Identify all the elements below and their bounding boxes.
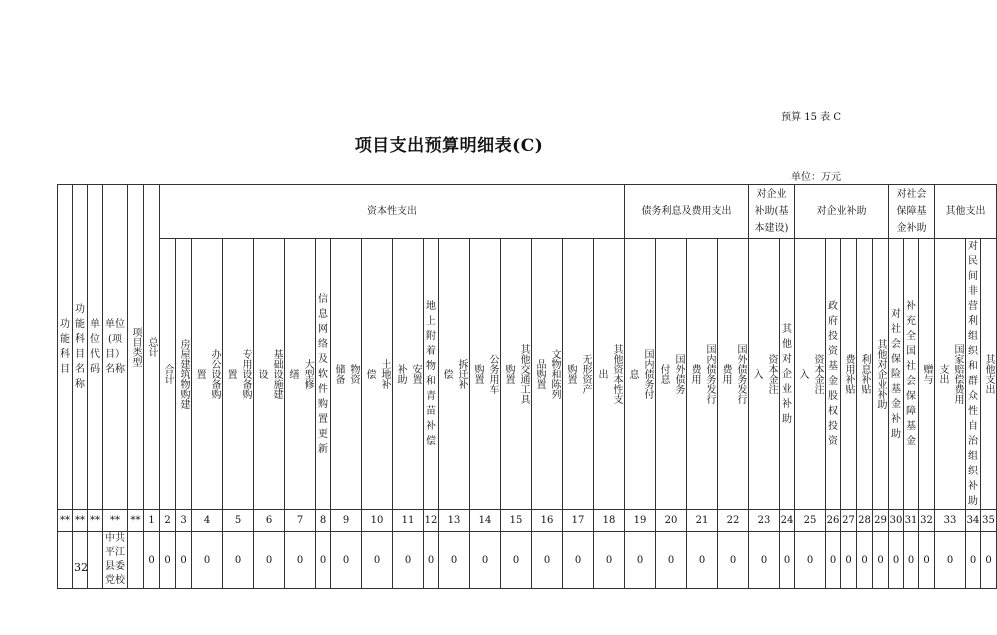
sub-header-15: 文物和陈列 品购置 [532,239,563,510]
sub-header-32: 国家赔偿费用 支出 [935,239,966,510]
sub-header-12: 拆迁补 偿 [439,239,470,510]
column-number: ** [103,510,128,532]
column-number: 2 [160,510,176,532]
column-number: ** [128,510,144,532]
table-cell: 0 [223,532,254,589]
table-cell: 0 [285,532,316,589]
table-cell: 0 [439,532,470,589]
table-row [58,532,997,589]
table-cell: 0 [176,532,192,589]
group-header-6: 其他支出 [935,185,997,239]
sub-header-17: 其他资本性支 出 [594,239,625,510]
column-number: 21 [687,510,718,532]
column-number: 15 [501,510,532,532]
table-cell [73,532,88,589]
column-number: 25 [795,510,826,532]
sub-header-22: 资本金注 入 [749,239,780,510]
sub-header-4: 专用设备购 置 [223,239,254,510]
column-number: 4 [192,510,223,532]
table-cell: 0 [316,532,331,589]
sub-header-19: 国外债务 付息 [656,239,687,510]
sub-header-28: 其他对企业补助 [873,239,889,510]
sub-header-26: 费用补贴 [841,239,857,510]
table-cell: 0 [594,532,625,589]
column-number: 17 [563,510,594,532]
column-number: ** [88,510,103,532]
table-cell: 0 [424,532,439,589]
table-cell: 中共平江县委党校 [103,532,128,589]
sub-header-27: 利息补贴 [857,239,873,510]
group-header-3: 对企业补助(基本建设) [749,185,795,239]
column-number: 29 [873,510,889,532]
table-cell: 0 [331,532,362,589]
sub-header-13: 公务用车 购置 [470,239,501,510]
table-cell: 0 [795,532,826,589]
column-number: 18 [594,510,625,532]
table-cell: 0 [532,532,563,589]
table-cell: 0 [857,532,873,589]
sub-header-10: 安置 补助 [393,239,424,510]
sub-header-29: 对社会保险基金补助 [889,239,904,510]
page-number: 32 [74,561,88,574]
column-number: 7 [285,510,316,532]
sub-header-18: 国内债务付 息 [625,239,656,510]
table-cell: 0 [780,532,795,589]
sub-header-20: 国内债务发行 费用 [687,239,718,510]
table-cell: 0 [656,532,687,589]
header-3: 单位代码 [88,185,103,510]
table-cell [58,532,73,589]
column-number: 8 [316,510,331,532]
table-cell: 0 [904,532,919,589]
column-number: 9 [331,510,362,532]
group-header-5: 对社会保障基金补助 [889,185,935,239]
header-2: 功能科目名称 [73,185,88,510]
column-number: 33 [935,510,966,532]
column-number: 6 [254,510,285,532]
page-title: 项目支出预算明细表(C) [354,136,544,156]
column-number: ** [58,510,73,532]
column-number: 27 [841,510,857,532]
table-cell: 0 [935,532,966,589]
table-cell: 0 [362,532,393,589]
column-number: 30 [889,510,904,532]
group-header-1: 资本性支出 [160,185,625,239]
table-cell: 0 [470,532,501,589]
sub-header-21: 国外债务发行 费用 [718,239,749,510]
column-number: 11 [393,510,424,532]
table-cell: 0 [393,532,424,589]
sub-header-2: 房屋建筑物购建 [176,239,192,510]
sub-header-3: 办公设备购 置 [192,239,223,510]
table-cell: 0 [919,532,935,589]
column-number: 19 [625,510,656,532]
column-number: 24 [780,510,795,532]
table-cell: 0 [192,532,223,589]
table-cell: 0 [501,532,532,589]
header-6: 总计 [144,185,160,510]
sub-header-33: 对民间非营利组织和群众性自治组织补助 [966,239,981,510]
unit-label: 单位：万元 [791,172,841,183]
table-cell: 0 [718,532,749,589]
table-cell: 0 [981,532,997,589]
table-cell [88,532,103,589]
table-cell [128,532,144,589]
table-cell: 0 [873,532,889,589]
column-number: 5 [223,510,254,532]
sub-header-7: 信息网络及软件购置更新 [316,239,331,510]
table-cell: 0 [749,532,780,589]
table-cell: 0 [841,532,857,589]
sub-header-9: 土地补 偿 [362,239,393,510]
header-5: 项目类型 [128,185,144,510]
sub-header-34: 其他支出 [981,239,997,510]
table-cell: 0 [160,532,176,589]
column-number: 3 [176,510,192,532]
sub-header-5: 基础设施建 设 [254,239,285,510]
table-cell: 0 [625,532,656,589]
column-number: 20 [656,510,687,532]
sub-header-25: 政府投资基金股权投资 [826,239,841,510]
table-cell: 0 [826,532,841,589]
header-1: 功能科目 [58,185,73,510]
sub-header-24: 资本金注 入 [795,239,826,510]
table-cell: 0 [144,532,160,589]
header-4: 单位(项目）名称 [103,185,128,510]
sub-header-31: 赠与 [919,239,935,510]
sub-header-1: 合计 [160,239,176,510]
column-number: 23 [749,510,780,532]
column-number: 32 [919,510,935,532]
column-number: 13 [439,510,470,532]
table-cell: 0 [889,532,904,589]
column-number: 10 [362,510,393,532]
table-cell: 0 [254,532,285,589]
sub-header-6: 大型修 缮 [285,239,316,510]
column-number: 28 [857,510,873,532]
sub-header-16: 无形资产 购置 [563,239,594,510]
table-cell: 0 [966,532,981,589]
sub-header-11: 地上附着物和青苗补偿 [424,239,439,510]
budget-table [57,184,997,589]
group-header-4: 对企业补助 [795,185,889,239]
column-number: ** [73,510,88,532]
sub-header-14: 其他交通工具 购置 [501,239,532,510]
column-number: 12 [424,510,439,532]
table-cell: 0 [563,532,594,589]
column-number: 1 [144,510,160,532]
table-cell: 0 [687,532,718,589]
sub-header-30: 补充全国社会保障基金 [904,239,919,510]
column-number: 34 [966,510,981,532]
sub-header-8: 物资 储备 [331,239,362,510]
column-number: 22 [718,510,749,532]
form-code: 预算 15 表 C [781,112,841,123]
column-number: 35 [981,510,997,532]
sub-header-23: 其他对企业补助 [780,239,795,510]
column-number: 31 [904,510,919,532]
column-number: 26 [826,510,841,532]
group-header-2: 债务利息及费用支出 [625,185,749,239]
column-number: 16 [532,510,563,532]
column-number: 14 [470,510,501,532]
